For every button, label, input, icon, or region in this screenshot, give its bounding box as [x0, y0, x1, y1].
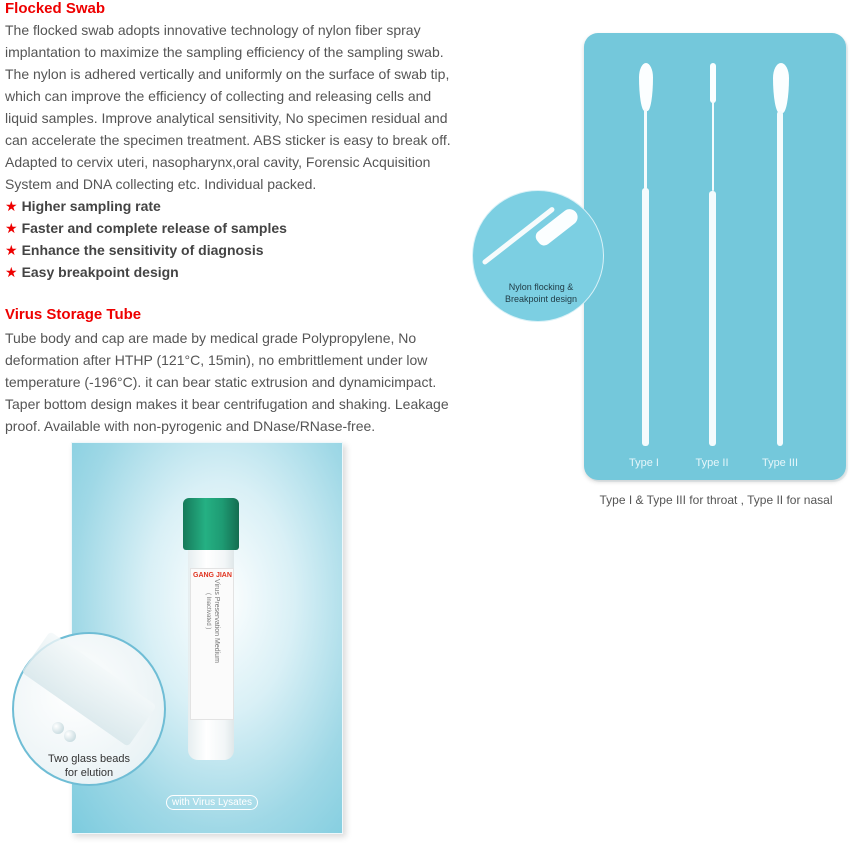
swab-handle [777, 111, 783, 446]
star-icon: ★ [5, 242, 18, 258]
feature-label: Higher sampling rate [21, 198, 161, 214]
caption-line: Two glass beads [48, 753, 130, 765]
brand-label: GANG JIAN [193, 572, 232, 579]
swab-image [584, 33, 846, 480]
feature-item [5, 195, 287, 217]
caption-line: Breakpoint design [504, 294, 578, 304]
virus-tube-description: Tube body and cap are made by medical grade Polypropylene, No deformation after HTHP (121°C, 15min), no embrittlement under low temperature (-196°C). it can bear static extrusion and dynamicimpact. Taper bottom design makes it bear centrifugation and shaking. Leakage proof. Available with non-pyrogenic and DNase/RNase-free. [5, 330, 449, 434]
tube-bottom-closeup [21, 631, 156, 747]
virus-tube-heading: Virus Storage Tube [5, 306, 142, 323]
star-icon: ★ [5, 264, 18, 280]
flocked-swab-heading: Flocked Swab [5, 0, 106, 17]
swab-shaft [712, 101, 714, 191]
bead-caption [14, 752, 164, 780]
swab-tip-type-3 [773, 63, 789, 113]
tube-label [190, 568, 234, 720]
tube-label-text: Virus Preservation Medium [213, 579, 220, 663]
tube-cap [183, 498, 239, 550]
feature-item [5, 217, 287, 239]
swab-tip-type-1 [639, 63, 653, 111]
tube-sublabel-text: ( Inactivated ) [205, 593, 211, 630]
nylon-flocking-detail [472, 190, 604, 322]
swab-handle [642, 188, 649, 446]
feature-label: Easy breakpoint design [21, 264, 179, 280]
swab-shaft [644, 109, 647, 189]
glass-bead [64, 730, 76, 742]
swab-tip [533, 206, 581, 248]
virus-lysates-badge: with Virus Lysates [166, 795, 258, 810]
zoom-caption [493, 281, 589, 305]
swab-handle [709, 191, 716, 446]
type-3-label: Type III [761, 457, 799, 469]
type-2-label: Type II [695, 457, 729, 469]
feature-list [5, 195, 287, 283]
swab-image-caption: Type I & Type III for throat , Type II for nasal [599, 493, 833, 507]
feature-label: Enhance the sensitivity of diagnosis [21, 242, 264, 258]
virus-tube [183, 498, 239, 763]
glass-beads-detail [12, 632, 166, 786]
flocked-swab-description: The flocked swab adopts innovative technology of nylon fiber spray implantation to maximize the sampling efficiency of the sampling swab. The nylon is adhered vertically and uniformly on the surface of swab tip, which can improve the efficiency of collecting and releasing cells and liquid samples. Improve analytical sensitivity, No specimen residual and can accelerate the specimen treatment. ABS sticker is easy to break off. Adapted to cervix uteri, nasopharynx,oral cavity, Forensic Acquisition System and DNA collecting etc. Individual packed. [5, 22, 451, 192]
feature-item [5, 261, 287, 283]
feature-item [5, 239, 287, 261]
star-icon: ★ [5, 198, 18, 214]
feature-label: Faster and complete release of samples [21, 220, 287, 236]
caption-line: for elution [64, 767, 114, 779]
swab-tip-type-2 [710, 63, 716, 103]
caption-line: Nylon flocking & [508, 282, 574, 292]
type-1-label: Type I [629, 457, 659, 469]
star-icon: ★ [5, 220, 18, 236]
glass-bead [52, 722, 64, 734]
